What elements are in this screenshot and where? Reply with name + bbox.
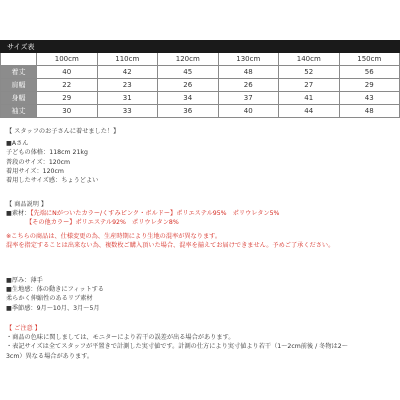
table-cell: 26	[218, 79, 279, 92]
table-cell: 40	[218, 105, 279, 118]
size-table-title: サイズ表	[1, 41, 400, 53]
size-column-header: 110cm	[97, 53, 158, 66]
feature-line: ■厚み：薄手	[6, 277, 43, 284]
table-cell: 42	[97, 66, 158, 79]
caution-line: ・表記サイズは全てスタッフが平置きで計測した実寸値です。計測の仕方により実寸値より若干（1～2cm前後 / 冬物は2～	[6, 343, 348, 351]
table-cell: 33	[97, 105, 158, 118]
size-table-corner	[1, 53, 37, 66]
material-composition-1: ポリエステル95% ポリウレタン5%	[176, 210, 280, 218]
caution-heading: 【 ご注意 】	[6, 325, 41, 332]
staff-review-line: 子どもの体格：118cm 21kg	[6, 149, 88, 157]
row-label: 袖丈	[1, 105, 37, 118]
material-colors-1: 【先端にNがついたカラー/くすみピンク・ボルドー】	[30, 210, 177, 218]
size-column-header: 120cm	[158, 53, 219, 66]
size-table-header-row	[1, 53, 400, 66]
size-column-header: 140cm	[279, 53, 340, 66]
size-column-header: 100cm	[37, 53, 98, 66]
table-row	[1, 105, 400, 118]
size-column-header: 150cm	[339, 53, 400, 66]
material-colors-2: 【その他カラー】	[26, 219, 76, 227]
material-composition-2: ポリエステル92% ポリウレタン8%	[75, 219, 179, 227]
staff-review-line: 普段のサイズ：120cm	[6, 158, 71, 166]
feature-line: ■生地感：体の動きにフィットする	[6, 286, 104, 294]
table-cell: 37	[218, 92, 279, 105]
table-cell: 48	[339, 105, 400, 118]
table-cell: 34	[158, 92, 219, 105]
table-cell: 41	[279, 92, 340, 105]
caution-line: ・商品の色味に関しましては、モニターにより若干の誤差が出る場合があります。	[6, 334, 235, 342]
table-cell: 43	[339, 92, 400, 105]
material-line	[6, 209, 334, 218]
staff-review-section	[6, 127, 119, 185]
table-cell: 29	[339, 79, 400, 92]
table-cell: 31	[97, 92, 158, 105]
caution-section	[6, 324, 348, 361]
table-cell: 29	[37, 92, 98, 105]
product-description-heading: 【 商品説明 】	[6, 201, 48, 208]
material-label: ■素材：	[6, 210, 31, 218]
caution-line: 3cm）異なる場合があります。	[6, 352, 94, 360]
material-line	[6, 218, 334, 227]
feature-line: 柔らかく伸縮性のあるリブ素材	[6, 295, 93, 303]
table-row	[1, 66, 400, 79]
staff-review-line: ■Aさん	[6, 140, 29, 148]
table-cell: 48	[218, 66, 279, 79]
row-label: 身幅	[1, 92, 37, 105]
material-note: 混率を指定することは出来ない為、複数枚ご購入頂いた場合、混率を揃えてお届けできません。予めご了承ください。	[6, 241, 335, 249]
staff-review-line: 着用したサイズ感：ちょうどよい	[6, 177, 99, 185]
features-section	[6, 276, 104, 313]
table-cell: 36	[158, 105, 219, 118]
table-cell: 22	[37, 79, 98, 92]
table-row	[1, 92, 400, 105]
table-cell: 52	[279, 66, 340, 79]
table-row	[1, 79, 400, 92]
table-cell: 44	[279, 105, 340, 118]
table-cell: 26	[158, 79, 219, 92]
size-table	[0, 40, 400, 118]
feature-line: ■季節感：9月～10月、3月～5月	[6, 304, 100, 312]
table-cell: 27	[279, 79, 340, 92]
table-cell: 40	[37, 66, 98, 79]
table-cell: 30	[37, 105, 98, 118]
row-label: 肩幅	[1, 79, 37, 92]
table-cell: 45	[158, 66, 219, 79]
size-column-header: 130cm	[218, 53, 279, 66]
staff-review-line: 着用サイズ：120cm	[6, 167, 64, 175]
product-description-section	[6, 200, 334, 250]
staff-review-heading: 【 スタッフのお子さんに着せました！】	[6, 128, 120, 135]
row-label: 着丈	[1, 66, 37, 79]
table-cell: 56	[339, 66, 400, 79]
size-table-title-row	[1, 41, 400, 53]
table-cell: 23	[97, 79, 158, 92]
material-note: ※こちらの商品は、仕様変更の為、生産時期により生地の混率が異なります。	[6, 232, 222, 240]
